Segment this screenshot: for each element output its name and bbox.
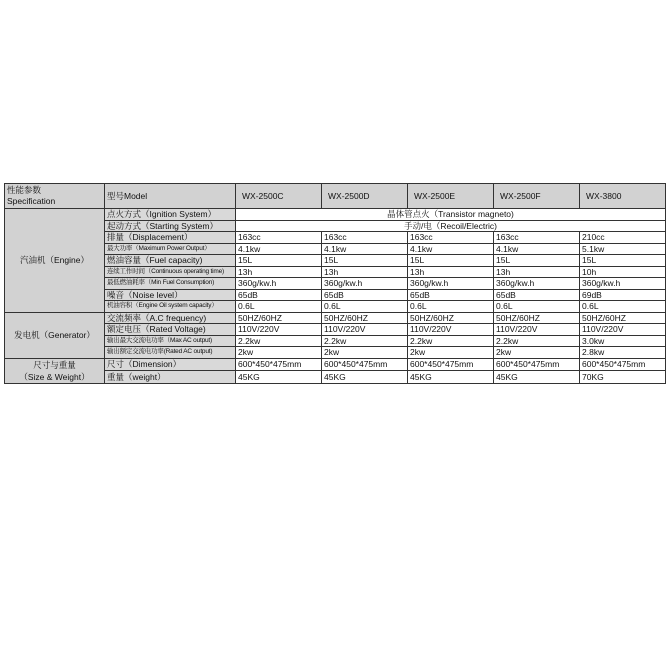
merged-value-cell: 晶体管点火（Transistor magneto) (236, 209, 666, 221)
value-cell: 65dB (322, 289, 408, 301)
group-label-size-en: （Size & Weight） (19, 371, 90, 382)
value-cell: 0.6L (580, 301, 666, 313)
value-cell: 360g/kw.h (322, 278, 408, 290)
corner-cell (5, 184, 105, 209)
parameter-label: 起动方式（Starting System） (105, 220, 236, 232)
value-cell: 600*450*475mm (322, 358, 408, 371)
value-cell: 15L (408, 255, 494, 267)
table-row (5, 255, 666, 267)
value-cell: 2.8kw (580, 347, 666, 359)
value-cell: 4.1kw (408, 243, 494, 255)
value-cell: 2.2kw (408, 335, 494, 347)
value-cell: 0.6L (236, 301, 322, 313)
table-row (5, 301, 666, 313)
value-cell: 110V/220V (494, 324, 580, 336)
value-cell: 69dB (580, 289, 666, 301)
value-cell: 45KG (408, 371, 494, 384)
table-row (5, 312, 666, 324)
table-row (5, 209, 666, 221)
parameter-label: 燃油容量（Fuel capacity) (105, 255, 236, 267)
value-cell: 2.2kw (322, 335, 408, 347)
value-cell: 15L (494, 255, 580, 267)
value-cell: 45KG (236, 371, 322, 384)
group-label-size-weight (5, 358, 105, 383)
parameter-label: 最大功率（Maximum Power Output） (105, 243, 236, 255)
value-cell: 65dB (494, 289, 580, 301)
corner-label-cn: 性能参数 (7, 185, 42, 195)
parameter-label: 连续工作时间（Continuous operating time) (105, 266, 236, 278)
value-cell: 360g/kw.h (408, 278, 494, 290)
table-row (5, 278, 666, 290)
parameter-label: 额定电压（Rated Voltage) (105, 324, 236, 336)
table-row (5, 371, 666, 384)
value-cell: 10h (580, 266, 666, 278)
table-row (5, 324, 666, 336)
parameter-label: 输出最大交流电功率（Max AC output) (105, 335, 236, 347)
value-cell: 110V/220V (408, 324, 494, 336)
value-cell: 163cc (236, 232, 322, 244)
value-cell: 45KG (494, 371, 580, 384)
value-cell: 13h (494, 266, 580, 278)
value-cell: 5.1kw (580, 243, 666, 255)
value-cell: 600*450*475mm (408, 358, 494, 371)
value-cell: 360g/kw.h (236, 278, 322, 290)
model-header: WX-2500D (322, 184, 408, 209)
table-body (5, 184, 666, 384)
parameter-label: 排量（Displacement） (105, 232, 236, 244)
value-cell: 2kw (494, 347, 580, 359)
value-cell: 50HZ/60HZ (580, 312, 666, 324)
table-row (5, 289, 666, 301)
value-cell: 0.6L (494, 301, 580, 313)
value-cell: 50HZ/60HZ (408, 312, 494, 324)
value-cell: 360g/kw.h (494, 278, 580, 290)
value-cell: 70KG (580, 371, 666, 384)
value-cell: 110V/220V (322, 324, 408, 336)
value-cell: 4.1kw (236, 243, 322, 255)
parameter-label: 尺寸（Dimension） (105, 358, 236, 371)
group-label-engine: 汽油机（Engine） (5, 209, 105, 313)
parameter-label: 最低燃油耗率（Min Fuel Consumption) (105, 278, 236, 290)
value-cell: 110V/220V (580, 324, 666, 336)
value-cell: 2kw (322, 347, 408, 359)
value-cell: 3.0kw (580, 335, 666, 347)
model-label: 型号Model (105, 184, 236, 209)
value-cell: 2kw (236, 347, 322, 359)
value-cell: 0.6L (322, 301, 408, 313)
value-cell: 45KG (322, 371, 408, 384)
value-cell: 2kw (408, 347, 494, 359)
table-row (5, 243, 666, 255)
value-cell: 50HZ/60HZ (236, 312, 322, 324)
group-label-size-cn: 尺寸与重量 (33, 359, 76, 370)
value-cell: 163cc (408, 232, 494, 244)
parameter-label: 点火方式（Ignition System） (105, 209, 236, 221)
value-cell: 15L (236, 255, 322, 267)
model-header: WX-2500C (236, 184, 322, 209)
value-cell: 50HZ/60HZ (322, 312, 408, 324)
table-row (5, 220, 666, 232)
value-cell: 4.1kw (322, 243, 408, 255)
value-cell: 50HZ/60HZ (494, 312, 580, 324)
value-cell: 65dB (236, 289, 322, 301)
model-header: WX-2500E (408, 184, 494, 209)
value-cell: 163cc (494, 232, 580, 244)
table-row (5, 266, 666, 278)
parameter-label: 交流频率（A.C frequency) (105, 312, 236, 324)
value-cell: 110V/220V (236, 324, 322, 336)
value-cell: 360g/kw.h (580, 278, 666, 290)
value-cell: 163cc (322, 232, 408, 244)
parameter-label: 噪音（Noise level） (105, 289, 236, 301)
value-cell: 0.6L (408, 301, 494, 313)
merged-value-cell: 手动/电（Recoil/Electric) (236, 220, 666, 232)
specification-table (4, 183, 666, 384)
value-cell: 13h (408, 266, 494, 278)
value-cell: 13h (236, 266, 322, 278)
parameter-label: 机油容积（Engine Oil system capacity） (105, 301, 236, 313)
header-row (5, 184, 666, 209)
model-header: WX-2500F (494, 184, 580, 209)
value-cell: 65dB (408, 289, 494, 301)
parameter-label: 输出额定交流电功率(Rated AC output) (105, 347, 236, 359)
value-cell: 210cc (580, 232, 666, 244)
value-cell: 600*450*475mm (236, 358, 322, 371)
value-cell: 600*450*475mm (494, 358, 580, 371)
group-label-generator: 发电机（Generator） (5, 312, 105, 358)
table-row (5, 335, 666, 347)
value-cell: 2.2kw (494, 335, 580, 347)
value-cell: 4.1kw (494, 243, 580, 255)
model-header: WX-3800 (580, 184, 666, 209)
value-cell: 15L (322, 255, 408, 267)
value-cell: 600*450*475mm (580, 358, 666, 371)
table-row (5, 232, 666, 244)
table-row (5, 358, 666, 371)
table-row (5, 347, 666, 359)
value-cell: 13h (322, 266, 408, 278)
corner-label-en: Specification (7, 196, 56, 206)
value-cell: 15L (580, 255, 666, 267)
value-cell: 2.2kw (236, 335, 322, 347)
parameter-label: 重量（weight） (105, 371, 236, 384)
